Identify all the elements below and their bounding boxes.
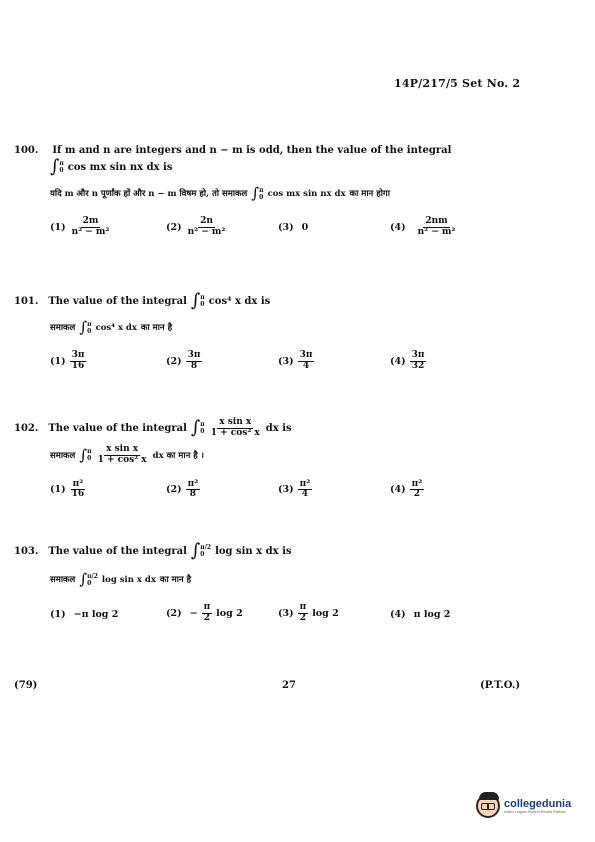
option-3[interactable]: (3) 0: [278, 222, 309, 233]
option-3[interactable]: (3) $\frac{\text{π²}}{4}$: [278, 478, 311, 500]
lower-limit: 0: [87, 579, 92, 587]
question-text-en: The value of the integral: [48, 545, 187, 557]
paper-code: 14P/217/5 Set No. 2: [394, 77, 521, 90]
question-suffix-hi: dx का मान है ।: [152, 450, 204, 461]
upper-limit: π/2: [87, 572, 98, 580]
integrand: cos mx sin nx dx: [267, 188, 346, 199]
integral-sign: ∫: [50, 156, 60, 177]
lower-limit: 0: [200, 301, 205, 308]
option-1[interactable]: (1) $\frac{2m}{\text{n² − m²}}$: [50, 216, 110, 237]
integral-sign: ∫: [79, 570, 88, 588]
integrand: log sin x dx is: [215, 545, 292, 557]
option-fraction: $\frac{3\pi}{4}$: [299, 350, 313, 371]
integral-sign: ∫: [251, 184, 260, 202]
page-number: 27: [282, 680, 296, 691]
upper-limit: π: [59, 160, 64, 167]
logo-name: collegedunia: [504, 798, 572, 810]
option-fraction: $\frac{2nm}{\text{n² − m²}}$: [417, 216, 456, 237]
question-text-hi: समाकल: [50, 575, 76, 585]
upper-limit: π/2: [200, 544, 212, 551]
option-2[interactable]: (2) $\frac{2n}{\text{n² − m²}}$: [166, 216, 226, 237]
option-fraction: $\frac{3\pi}{32}$: [411, 350, 425, 371]
integrand: cos⁴ x dx is: [208, 295, 271, 307]
option-3[interactable]: (3) $\frac{\pi}{2}$ log 2: [278, 602, 339, 623]
question-suffix-hi: का मान है: [159, 575, 192, 585]
question-suffix-en: dx is: [265, 422, 292, 434]
upper-limit: π: [200, 421, 205, 429]
question-text-hi: यदि m और n पूर्णांक हों और n − m विषम हो, तो समाकल: [50, 189, 248, 199]
option-2[interactable]: (2) − $\frac{\pi}{2}$ log 2: [166, 602, 243, 623]
question-text-hi: समाकल: [50, 323, 76, 333]
mascot-icon: [476, 794, 500, 818]
upper-limit: π: [200, 294, 205, 301]
option-1[interactable]: (1) $\frac{\text{π²}}{16}$: [50, 478, 85, 500]
option-fraction: $\frac{2m}{\text{n² − m²}}$: [71, 216, 110, 237]
question-100: [14, 145, 534, 247]
option-fraction: $\frac{\text{π²}}{2}$: [411, 478, 423, 500]
footer-pto: (P.T.O.): [480, 680, 521, 691]
question-suffix-hi: का मान होगा: [349, 189, 390, 199]
lower-limit: 0: [87, 455, 92, 463]
integral-sign: ∫: [190, 540, 201, 561]
options: [14, 480, 534, 510]
option-4[interactable]: (4) π log 2: [390, 609, 451, 620]
option-fraction: $\frac{3\pi}{16}$: [71, 350, 85, 371]
lower-limit: 0: [87, 327, 92, 335]
option-fraction: $\frac{3\pi}{8}$: [187, 350, 201, 371]
integrand-fraction: $\frac{\text{x sin x}}{\text{1 + cos² x}}$: [97, 443, 147, 465]
option-4[interactable]: (4) $\frac{\text{π²}}{2}$: [390, 478, 423, 500]
option-fraction: $\frac{\text{π²}}{16}$: [71, 478, 85, 500]
logo-tagline: India's Largest Student Review Platform: [504, 810, 567, 814]
options: [14, 217, 534, 247]
option-2[interactable]: (2) $\frac{3\pi}{8}$: [166, 350, 201, 371]
question-number: 103.: [14, 545, 39, 557]
question-102: [14, 418, 534, 510]
integral-sign: ∫: [190, 417, 201, 439]
question-text-en: If m and n are integers and n − m is odd, then the value of the integral: [52, 145, 452, 156]
lower-limit: 0: [200, 551, 205, 558]
option-fraction: $\frac{2n}{\text{n² − m²}}$: [187, 216, 226, 237]
question-number: 102.: [14, 422, 39, 434]
option-fraction: $\frac{\text{π²}}{4}$: [299, 478, 311, 500]
integral-sign: ∫: [190, 290, 201, 311]
integral-sign: ∫: [79, 445, 88, 464]
question-text-en: The value of the integral: [48, 295, 187, 307]
question-suffix-hi: का मान है: [140, 323, 173, 333]
upper-limit: π: [87, 448, 92, 456]
option-2[interactable]: (2) $\frac{\text{π²}}{8}$: [166, 478, 199, 500]
question-text-en: The value of the integral: [48, 422, 187, 434]
lower-limit: 0: [59, 167, 64, 174]
question-number: 101.: [14, 295, 39, 307]
upper-limit: π: [87, 320, 92, 328]
question-101: [14, 292, 534, 381]
lower-limit: 0: [259, 193, 264, 201]
question-text-hi: समाकल: [50, 450, 76, 461]
integrand: cos mx sin nx dx is: [67, 161, 173, 173]
integrand: cos⁴ x dx: [95, 322, 137, 333]
options: [14, 351, 534, 381]
option-fraction: $\frac{\text{π²}}{8}$: [187, 478, 199, 500]
question-number: 100.: [14, 145, 39, 156]
option-3[interactable]: (3) $\frac{3\pi}{4}$: [278, 350, 313, 371]
integrand-fraction: $\frac{\text{x sin x}}{\text{1 + cos² x}}$: [210, 417, 260, 438]
upper-limit: π: [259, 186, 264, 194]
footer-left-code: (79): [14, 680, 38, 691]
option-4[interactable]: (4) $\frac{2nm}{\text{n² − m²}}$: [390, 216, 456, 237]
lower-limit: 0: [200, 428, 205, 436]
option-4[interactable]: (4) $\frac{3\pi}{32}$: [390, 350, 425, 371]
option-fraction: $\frac{\pi}{2}$: [203, 602, 211, 623]
option-fraction: $\frac{\pi}{2}$: [299, 602, 307, 623]
collegedunia-logo: [476, 794, 571, 818]
question-103: [14, 542, 534, 633]
option-1[interactable]: (1) $\frac{3\pi}{16}$: [50, 350, 85, 371]
option-1[interactable]: (1) −π log 2: [50, 609, 119, 620]
integrand: log sin x dx: [101, 574, 156, 585]
options: [14, 603, 534, 633]
integral-sign: ∫: [79, 318, 88, 336]
